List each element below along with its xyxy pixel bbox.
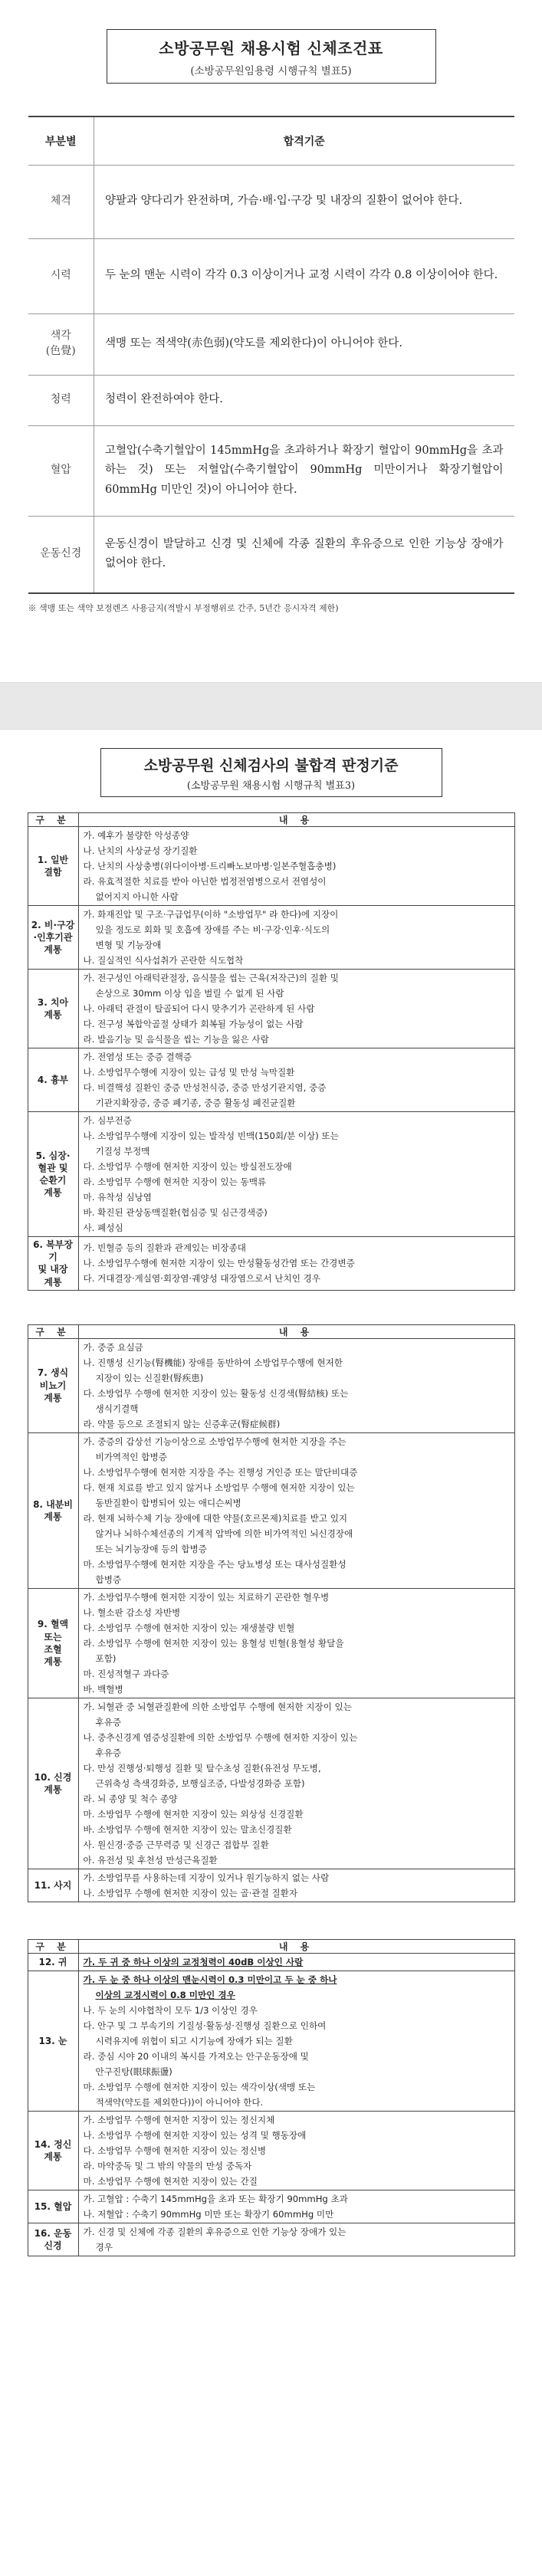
content-cell [78,827,514,906]
list-item: 라. 소방업무 수행에 현저한 지장이 있는 용혈성 빈혈(용혈성 황달을 [83,1637,344,1649]
table-row [28,970,514,1048]
content-cell [78,2111,514,2190]
table-row [28,2223,514,2256]
table-row [28,1338,514,1432]
emphasis-text: 이상의 교정시력이 0.8 미만인 경우 [95,1989,235,2000]
list-item: 가. 소방업무를 사용하는데 지장이 있거나 원기능하지 없는 사람 [83,1872,330,1883]
list-item: 손상으로 30mm 이상 입을 벌릴 수 없게 된 사람 [95,988,284,999]
list-item: 가. 예후가 불량한 악성종양 [83,830,189,841]
list-item: 경우 [95,2241,113,2253]
table-row [28,1237,514,1291]
list-item: 가. 전염성 또는 중증 결핵증 [83,1052,192,1062]
table-row [28,2190,514,2223]
row-category-line: (色覺) [45,345,76,357]
table-row [28,1588,514,1698]
emphasis-text: 가. 두 눈 중 하나 이상의 맨눈시력이 0.3 미만이고 두 눈 중 하나 [83,1974,337,1985]
list-item: 나. 두 눈의 시야협착이 모두 1/3 이상인 경우 [83,2004,258,2016]
category-cell: 10. 신경 계통 [28,1698,78,1869]
category-cell: 1. 일반 결함 [28,827,78,906]
list-item: 가. 중증 요실금 [83,1341,143,1353]
list-item: 후유증 [95,1716,122,1728]
doc2-title-box [100,748,442,797]
table-row [28,1432,514,1588]
list-item: 사. 원신경·중증 근무력증 및 신경근 접합부 질환 [83,1839,269,1850]
table-row [28,1971,514,2111]
content-cell [78,1698,514,1869]
list-item: 라. 중심 시야 20 이내의 복시를 가져오는 안구운동장애 및 [83,2050,309,2062]
list-item: 동반질환이 합병되어 있는 애디슨씨병 [95,1497,241,1508]
list-item: 다. 소방업무 수행에 현저한 지장이 있는 방실전도장애 [83,1161,292,1172]
disqualification-table-3 [28,1939,515,2256]
table-row [28,1698,514,1869]
list-item: 라. 소방업무 수행에 현저한 지장이 있는 동맥류 [83,1176,267,1187]
table-header-row [28,813,514,827]
content-cell [78,1588,514,1698]
row-standard: 운동신경이 발달하고 신경 및 신체에 각종 질환의 후유증으로 인한 기능상 장애가 없어야 한다. [105,537,504,570]
list-item: 라. 마약중독 및 그 밖의 약물의 만성 중독자 [83,2160,252,2171]
header-category: 부분별 [28,117,94,165]
table-row [28,1953,514,1971]
list-item: 포함) [95,1652,117,1664]
category-cell: 15. 혈압 [28,2190,78,2223]
row-category [28,313,94,375]
list-item: 사. 폐성심 [83,1222,123,1233]
list-item: 생식기결핵 [95,1403,139,1414]
list-item: 마. 소방업무 수행에 현저한 지장이 있는 간질 [83,2175,258,2187]
list-item: 변형 및 기능장애 [95,940,162,950]
content-cell [78,2223,514,2256]
list-item: 나. 중추신경계 염증성질환에 의한 소방업무 수행에 현저한 지장이 있는 [83,1731,358,1743]
category-cell: 4. 흉부 [28,1048,78,1112]
list-item: 다. 난치의 사상충병(위다이아병·트리빠노보마병·일본주혈흡충병) [83,861,337,871]
disqualification-section [0,730,542,2256]
row-category: 체격 [28,165,94,238]
table-row [28,165,514,238]
table-row [28,906,514,970]
list-item: 다. 소방업무 수행에 현저한 지장이 있는 재생불량 빈혈 [83,1622,295,1633]
list-item: 가. 소방업무수행에 현저한 지장이 있는 치료하기 곤란한 혈우병 [83,1591,330,1603]
list-item: 나. 난치의 사상균성 장기질환 [83,845,198,856]
table-row [28,238,514,313]
list-item: 라. 유효적절한 치료를 받아 아닌한 법정전염병으로서 전염성이 [83,876,327,887]
list-item: 없어지지 아니한 사람 [95,891,179,902]
content-cell [78,1338,514,1432]
doc1-subtitle: (소방공무원임용령 시행규칙 별표5) [190,65,352,77]
list-item [84,1972,510,1987]
list-item: 가. 빈혈증 등의 질환과 관계있는 비장종대 [83,1242,247,1254]
list-item: 라. 발음기능 및 음식물을 씹는 기능을 잃은 사람 [83,1034,269,1045]
list-item: 기관지확장증, 중증 폐기종, 중증 활동성 폐진균질환 [95,1098,296,1108]
category-cell: 9. 혈액 또는 조혈 계통 [28,1588,78,1698]
list-item: 나. 아래턱 관절이 탈골되어 다시 맞추기가 곤란하게 된 사람 [83,1003,315,1014]
requirements-table-wrap [28,116,514,594]
list-item: 바. 소방업무 수행에 현저한 지장이 있는 말초신경질환 [83,1823,292,1835]
content-cell [78,1048,514,1112]
list-item: 다. 현재 치료를 받고 있지 않거나 소방업무 수행에 현저한 지장이 있는 [83,1482,355,1493]
list-item: 가. 고혈압 : 수축기 145mmHg을 초과 또는 확장기 90mmHg 초과 [83,2193,348,2204]
list-item: 나. 질실적인 식사섭취가 곤란한 식도협착 [83,955,244,966]
category-cell: 12. 귀 [28,1953,78,1971]
lens-note: ※ 색맹 또는 색약 보정렌즈 사용금지(적발시 부정행위로 간주, 5년간 응시자격 제한) [28,603,339,613]
list-item [84,1987,510,2003]
header-standard: 합격기준 [94,117,514,165]
list-item: 비가역적인 합병증 [95,1451,167,1462]
list-item: 나. 소방업무수행에 현저한 지장이 있는 만성활동성간염 또는 간경변증 [83,1258,355,1269]
list-item: 다. 안구 및 그 부속기의 기질성·활동성·진행성 질환으로 인하여 [83,2020,327,2031]
list-item: 않거나 뇌하수체선종의 기계적 압박에 의한 비가역적인 뇌신경장애 [95,1528,353,1539]
list-item: 다. 소방업무 수행에 현저한 지장이 있는 정신병 [83,2144,267,2156]
list-item: 라. 뇌 종양 및 척수 종양 [83,1793,178,1804]
content-cell [78,906,514,970]
content-cell [78,2190,514,2223]
list-item: 나. 소방업무 수행에 현저한 지장이 있는 성격 및 행동장애 [83,2129,307,2141]
content-cell [78,1869,514,1902]
requirements-table [28,117,514,592]
table-row [28,313,514,375]
doc1-title: 소방공무원 채용시험 신체조건표 [159,39,383,57]
table-row [28,1048,514,1112]
list-item: 후유증 [95,1747,122,1758]
table-row [28,1112,514,1237]
list-item: 가. 신경 및 신체에 각종 질환의 후유증으로 인한 기능상 장애가 있는 [83,2226,347,2237]
list-item: 나. 소방업무 수행에 현저한 지장이 있는 골·관절 질환자 [83,1887,298,1898]
header-cat: 구 분 [28,1324,78,1338]
list-item: 마. 유착성 심낭염 [83,1192,152,1203]
row-standard: 양팔과 양다리가 완전하며, 가슴·배·입·구강 및 내장의 질환이 없어야 한다. [94,165,514,238]
list-item: 다. 만성 진행성·퇴행성 질환 및 탈수초성 질환(유전성 무도병, [83,1762,321,1774]
list-item: 지장이 있는 신질환(腎疾患) [95,1372,204,1383]
doc2-title: 소방공무원 신체검사의 불합격 판정기준 [143,757,399,774]
header-content: 내 용 [78,1324,514,1338]
content-cell [78,1971,514,2111]
list-item: 가. 중증의 갑상선 기능이상으로 소방업무수행에 현저한 지장을 주는 [83,1436,347,1447]
list-item: 다. 전구성 복합악골절 상태가 회복될 가능성이 없는 사람 [83,1019,304,1029]
category-cell: 2. 비·구강 ·인후기관 계통 [28,906,78,970]
table-header-row [28,1939,514,1953]
doc1-title-box [107,29,436,84]
emphasis-text: 가. 두 귀 중 하나 이상의 교정청력이 40dB 이상인 사람 [83,1956,304,1967]
row-standard: 고혈압(수축기혈압이 145mmHg을 초과하거나 확장기 혈압이 90mmHg을 초과하는 것) 또는 저혈압(수축기혈압이 90mmHg 미만이거나 확장기혈압이 60mmHg 미만인 것)이 아니어야 한다. [94,425,514,516]
row-category: 운동신경 [28,516,94,592]
content-cell [78,1112,514,1237]
list-item: 마. 소방업무 수행에 현저한 지장이 있는 색각이상(색맹 또는 [83,2081,316,2092]
row-category: 혈압 [28,425,94,516]
list-item: 바. 백혈병 [83,1683,123,1695]
content-cell [78,1432,514,1588]
list-item [84,1954,510,1970]
content-cell [78,1237,514,1291]
row-standard: 청력이 완전하여야 한다. [94,375,514,425]
disqualification-table-1 [28,812,515,1291]
category-cell: 7. 생식 비뇨기 계통 [28,1338,78,1432]
table-row [28,827,514,906]
category-cell: 5. 심장· 혈관 및 순환기 계통 [28,1112,78,1237]
list-item: 기질성 부정맥 [95,1146,150,1157]
list-item: 마. 소방업무 수행에 현저한 지장이 있는 외상성 신경질환 [83,1808,304,1820]
header-content: 내 용 [78,1939,514,1953]
list-item: 아. 유전성 및 후천성 만성근육질환 [83,1854,218,1866]
list-item: 가. 화재진압 및 구조·구급업무(이하 "소방업무" 라 한다)에 지장이 [83,909,339,920]
row-category: 시력 [28,238,94,313]
header-cat: 구 분 [28,1939,78,1953]
header-content: 내 용 [78,813,514,827]
list-item: 라. 약물 등으로 조절되지 않는 신증후군(腎症候群) [83,1418,281,1429]
row-standard: 두 눈의 맨눈 시력이 각각 0.3 이상이거나 교정 시력이 각각 0.8 이상이어야 한다. [94,238,514,313]
content-cell [78,1953,514,1971]
list-item: 나. 소방업무수행에 지장이 있는 급성 및 만성 늑막질환 [83,1067,295,1078]
list-item: 또는 뇌기능장애 등의 합병증 [95,1543,207,1554]
list-item: 나. 소방업무수행에 현저한 지장을 주는 진행성 거인증 또는 말단비대증 [83,1466,358,1478]
list-item: 안구진탕(眼球振盪) [95,2066,172,2077]
disqualification-table-2 [28,1324,515,1902]
table-row [28,516,514,592]
category-cell: 6. 복부장기 및 내장 계통 [28,1237,78,1291]
category-cell: 16. 운동 신경 [28,2223,78,2256]
list-item: 마. 진성적혈구 과다증 [83,1668,169,1679]
row-standard: 색맹 또는 적색약(赤色弱)(약도를 제외한다)이 아니어야 한다. [94,313,514,375]
list-item: 나. 혈소판 감소성 자반병 [83,1606,181,1618]
category-cell: 13. 눈 [28,1971,78,2111]
category-cell: 8. 내분비 계통 [28,1432,78,1588]
category-cell: 3. 치아 계통 [28,970,78,1048]
list-item: 다. 거대결장·게실염·회장염·궤양성 대장염으로서 난치인 경우 [83,1273,320,1285]
list-item: 있을 정도로 회화 및 호흡에 장애를 주는 비·구강·인후·식도의 [95,924,330,935]
list-item: 합병증 [95,1573,122,1585]
header-cat: 구 분 [28,813,78,827]
list-item: 시력유지에 위협이 되고 시기능에 장애가 되는 질환 [95,2035,293,2046]
list-item: 나. 진행성 신기능(腎機能) 장애를 동반하여 소방업무수행에 현저한 [83,1357,343,1368]
list-item: 다. 비결핵성 질환인 중증 만성천식증, 중증 만성기관지염, 중증 [83,1082,327,1093]
physical-requirements-section [0,0,542,682]
list-item: 가. 심부전증 [83,1115,132,1126]
list-item: 라. 현재 뇌하수체 기능 장애에 대한 약물(호르몬제)치료를 받고 있지 [83,1512,348,1524]
list-item: 적색약(약도를 제외한다))이 아니어야 한다. [95,2096,264,2108]
list-item: 다. 소방업무 수행에 현저한 지장이 있는 활동성 신경색(腎結核) 또는 [83,1387,349,1399]
list-item: 근위축성 측색경화증, 보행실조증, 다발성경화증 포함) [95,1777,305,1789]
category-cell: 14. 정신 계통 [28,2111,78,2190]
list-item: 가. 소방업무 수행에 현저한 지장이 있는 정신지체 [83,2114,275,2125]
doc2-subtitle: (소방공무원 채용시험 시행규칙 별표3) [186,780,356,792]
list-item: 마. 소방업무수행에 현저한 지장을 주는 당뇨병성 또는 대사성질환성 [83,1558,347,1570]
list-item: 나. 소방업무수행에 지장이 있는 발작성 빈맥(150회/분 이상) 또는 [83,1130,339,1141]
row-category-line: 색각 [50,330,71,343]
row-category: 청력 [28,375,94,425]
list-item: 나. 저혈압 : 수축기 90mmHg 미만 또는 확장기 60mmHg 미만 [83,2208,334,2220]
list-item: 가. 뇌혈관 중 뇌혈관질환에 의한 소방업무 수행에 현저한 지장이 있는 [83,1701,352,1712]
list-item: 바. 확진된 관상동맥질환(협심증 및 심근경색증) [83,1207,268,1218]
table-row [28,375,514,425]
content-cell [78,970,514,1048]
table-row [28,2111,514,2190]
category-cell: 11. 사지 [28,1869,78,1902]
table-header-row [28,1324,514,1338]
section-divider [0,682,542,730]
table-row [28,1869,514,1902]
table-row [28,425,514,516]
list-item: 가. 전구성인 아래턱관절장, 음식물을 씹는 근육(저작근)의 질환 및 [83,973,339,983]
requirements-header-row [28,117,514,165]
